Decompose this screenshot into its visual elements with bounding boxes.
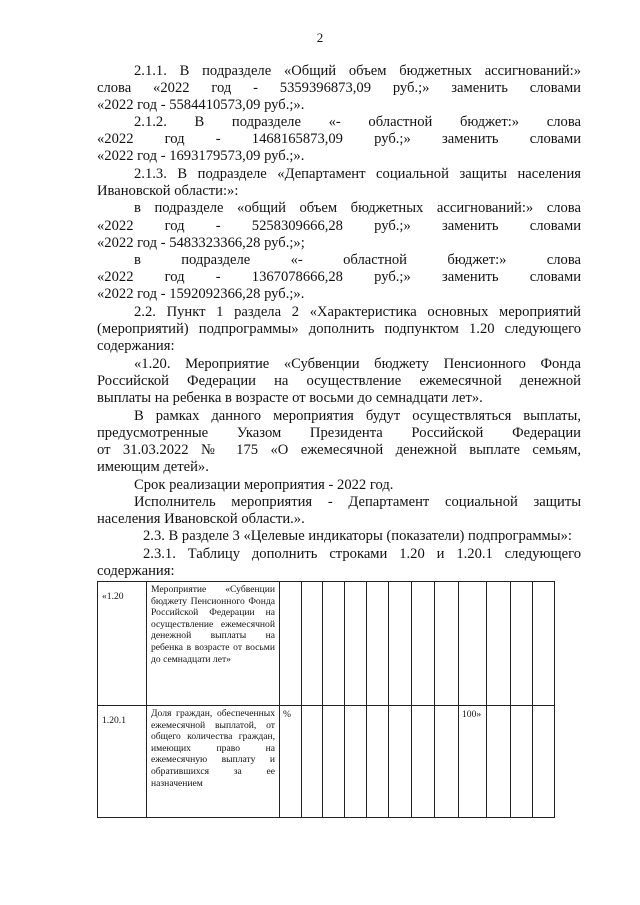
- empty-cell: [367, 706, 389, 818]
- text-line: «1.20. Мероприятие «Субвенции бюджету Пенсионного Фонда: [134, 356, 581, 372]
- value-cell: 100»: [459, 706, 487, 818]
- empty-cell: [367, 582, 389, 706]
- text-line: Ивановской области:»:: [97, 183, 239, 199]
- text-line: «2022 год - 5483323366,28 руб.;»;: [97, 235, 305, 251]
- page-number: 2: [316, 30, 324, 45]
- empty-cell: [487, 706, 511, 818]
- text-line: «2022 год - 1693179573,09 руб.;».: [97, 148, 305, 164]
- text-line: 2.1.3. В подразделе «Департамент социальной защиты населения: [134, 166, 581, 182]
- value-cell: [459, 582, 487, 706]
- text-line: «2022 год - 5258309666,28 руб.;» заменить словами: [97, 218, 581, 234]
- text-line: 2.2. Пункт 1 раздела 2 «Характеристика основных мероприятий: [134, 304, 581, 320]
- text-line: предусмотренные Указом Президента Российской Федерации: [97, 425, 581, 441]
- text-line: Российской Федерации на осуществление ежемесячной денежной: [97, 373, 581, 389]
- empty-cell: [345, 582, 367, 706]
- empty-cell: [533, 582, 555, 706]
- text-line: слова «2022 год - 5359396873,09 руб.;» заменить словами: [97, 80, 581, 96]
- text-line: (мероприятий) подпрограммы» дополнить подпунктом 1.20 следующего: [97, 321, 581, 337]
- empty-cell: [487, 582, 511, 706]
- text-line: Срок реализации мероприятия - 2022 год.: [134, 477, 394, 493]
- row-description: Доля граждан, обеспеченных ежемесячной выплатой, от общего количества граждан, имеющих право на ежемесячную выплату и обратившихся за ее назначением: [147, 706, 280, 818]
- text-line: 2.1.1. В подразделе «Общий объем бюджетных ассигнований:»: [134, 63, 581, 79]
- text-line: содержания:: [97, 563, 175, 579]
- indicators-table: [97, 581, 555, 818]
- text-line: В рамках данного мероприятия будут осуществляться выплаты,: [134, 408, 581, 424]
- text-line: 2.3. В разделе 3 «Целевые индикаторы (показатели) подпрограммы»:: [143, 528, 572, 544]
- empty-cell: [302, 706, 323, 818]
- text-line: «2022 год - 5584410573,09 руб.;».: [97, 97, 305, 113]
- row-number: 1.20.1: [98, 706, 147, 818]
- text-line: «2022 год - 1468165873,09 руб.;» заменить словами: [97, 131, 581, 147]
- text-line: населения Ивановской области.».: [97, 511, 305, 527]
- empty-cell: [435, 582, 459, 706]
- empty-cell: [511, 582, 533, 706]
- text-line: 2.1.2. В подразделе «- областной бюджет:» слова: [134, 114, 581, 130]
- empty-cell: [533, 706, 555, 818]
- table-row: [98, 706, 555, 818]
- empty-cell: [302, 582, 323, 706]
- empty-cell: [412, 582, 435, 706]
- unit-cell: [280, 582, 302, 706]
- text-line: 2.3.1. Таблицу дополнить строками 1.20 и 1.20.1 следующего: [143, 546, 581, 562]
- unit-cell: %: [280, 706, 302, 818]
- text-line: содержания:: [97, 338, 175, 354]
- empty-cell: [435, 706, 459, 818]
- empty-cell: [345, 706, 367, 818]
- text-line: Исполнитель мероприятия - Департамент социальной защиты: [134, 494, 581, 510]
- text-line: выплаты на ребенка в возрасте от восьми до семнадцати лет».: [97, 390, 483, 406]
- row-number: «1.20: [98, 582, 147, 706]
- text-line: в подразделе «- областной бюджет:» слова: [134, 252, 581, 268]
- empty-cell: [389, 706, 412, 818]
- text-line: от 31.03.2022 № 175 «О ежемесячной денежной выплате семьям,: [97, 442, 581, 458]
- empty-cell: [412, 706, 435, 818]
- text-line: в подразделе «общий объем бюджетных ассигнований:» слова: [134, 200, 581, 216]
- text-line: имеющим детей».: [97, 459, 209, 475]
- empty-cell: [323, 706, 345, 818]
- table-row: [98, 582, 555, 706]
- row-description: Мероприятие «Субвенции бюджету Пенсионного Фонда Российской Федерации на осуществление ежемесячной денежной выплаты на ребенка в возрасте от восьми до семнадцати лет»: [147, 582, 280, 706]
- empty-cell: [323, 582, 345, 706]
- empty-cell: [389, 582, 412, 706]
- text-line: «2022 год - 1367078666,28 руб.;» заменить словами: [97, 269, 581, 285]
- text-line: «2022 год - 1592092366,28 руб.;».: [97, 286, 305, 302]
- empty-cell: [511, 706, 533, 818]
